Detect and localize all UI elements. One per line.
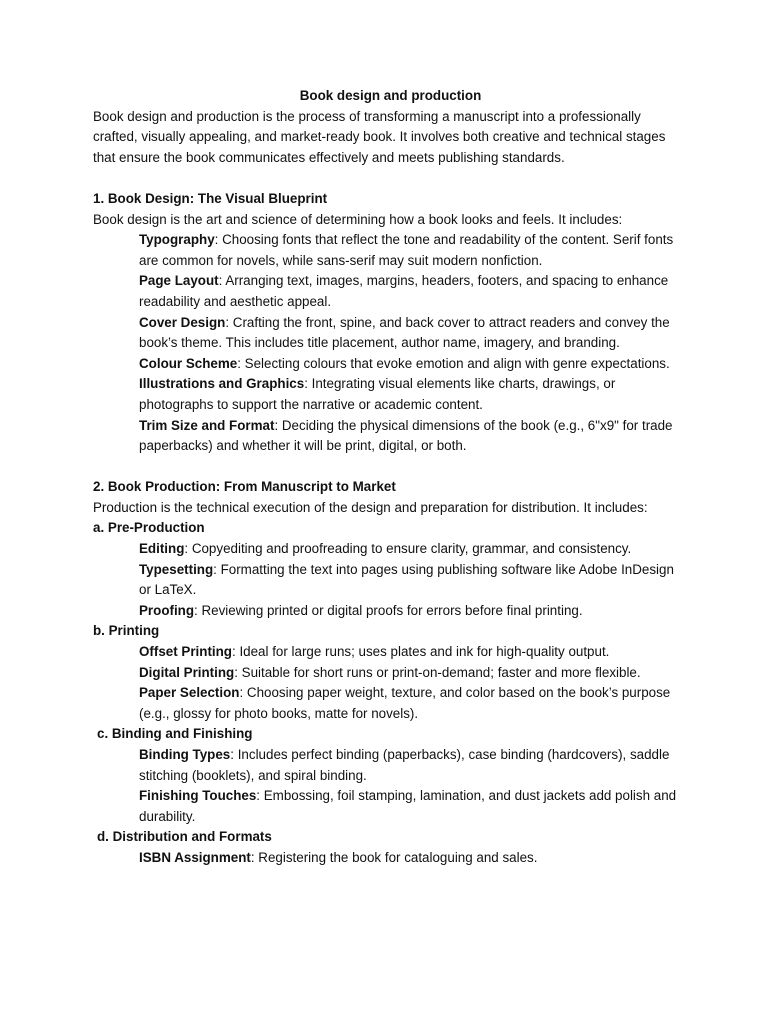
- list-item: [93, 786, 688, 827]
- subsection-heading: c. Binding and Finishing: [97, 726, 253, 742]
- item-term: Binding Types: [139, 747, 231, 762]
- item-term: Page Layout: [139, 273, 219, 289]
- list-item: [93, 539, 688, 560]
- list-item: [93, 354, 688, 375]
- item-term: Cover Design: [139, 314, 226, 330]
- item-text: : Arranging text, images, margins, headers, footers, and spacing to enhance readability and aesthetic appeal.: [139, 273, 669, 309]
- list-item: [93, 642, 688, 663]
- section-2-lead: Production is the technical execution of the design and preparation for distribution. It includes:: [93, 499, 648, 515]
- list-item: [93, 663, 688, 684]
- item-term: Colour Scheme: [139, 355, 238, 371]
- item-text: : Crafting the front, spine, and back cover to attract readers and convey the book’s theme. This includes title placement, author name, imagery, and branding.: [139, 314, 670, 351]
- item-term: Offset Printing: [139, 644, 232, 660]
- spacer: [93, 168, 688, 189]
- item-term: Proofing: [139, 602, 195, 618]
- item-term: Editing: [139, 541, 185, 557]
- item-term: Finishing Touches: [139, 788, 257, 804]
- item-text: : Suitable for short runs or print-on-demand; faster and more flexible.: [234, 664, 641, 680]
- intro-paragraph: Book design and production is the process of transforming a manuscript into a professionally crafted, visually appealing, and market-ready book. It involves both creative and technical stages that ensure the book communicates effectively and meets publishing standards.: [93, 108, 666, 165]
- item-text: : Selecting colours that evoke emotion and align with genre expectations.: [237, 355, 670, 371]
- item-text: : Choosing paper weight, texture, and color based on the book’s purpose (e.g., glossy for photo books, matte for novels).: [139, 685, 671, 721]
- list-item: [93, 230, 688, 271]
- item-term: Illustrations and Graphics: [139, 376, 305, 392]
- list-item: [93, 374, 688, 415]
- item-text: : Includes perfect binding (paperbacks), case binding (hardcovers), saddle stitching (booklets), and spiral binding.: [139, 747, 670, 783]
- list-item: [93, 848, 688, 869]
- item-text: : Ideal for large runs; uses plates and ink for high-quality output.: [232, 644, 610, 660]
- section-1-lead: Book design is the art and science of determining how a book looks and feels. It includes:: [93, 211, 623, 227]
- item-text: : Embossing, foil stamping, lamination, and dust jackets add polish and durability.: [139, 788, 677, 824]
- list-item: [93, 271, 688, 312]
- item-text: : Choosing fonts that reflect the tone and readability of the content. Serif fonts are common for novels, while sans-serif may suit modern nonfiction.: [139, 232, 674, 268]
- list-item: [93, 313, 688, 354]
- subsection-heading: d. Distribution and Formats: [97, 829, 272, 845]
- list-item: [93, 601, 688, 622]
- document-title: Book design and production: [299, 88, 482, 103]
- item-term: Trim Size and Format: [139, 417, 275, 433]
- item-text: : Registering the book for cataloguing and sales.: [250, 849, 538, 865]
- item-term: ISBN Assignment: [139, 849, 251, 865]
- list-item: [93, 683, 688, 724]
- item-text: : Copyediting and proofreading to ensure clarity, grammar, and consistency.: [184, 541, 632, 557]
- item-text: : Reviewing printed or digital proofs for errors before final printing.: [194, 602, 583, 618]
- item-term: Paper Selection: [139, 685, 240, 701]
- list-item: [93, 560, 688, 601]
- item-term: Typography: [139, 232, 215, 248]
- item-term: Typesetting: [139, 561, 214, 577]
- list-item: [93, 416, 688, 457]
- section-1-heading: 1. Book Design: The Visual Blueprint: [93, 190, 328, 206]
- subsection-heading: b. Printing: [93, 623, 160, 639]
- section-2-heading: 2. Book Production: From Manuscript to Market: [93, 479, 396, 495]
- item-text: : Deciding the physical dimensions of the book (e.g., 6"x9" for trade paperbacks) and whether it will be print, digital, or both.: [139, 417, 673, 454]
- subsection-heading: a. Pre-Production: [93, 520, 205, 536]
- item-text: : Integrating visual elements like charts, drawings, or photographs to support the narrative or academic content.: [139, 376, 616, 412]
- spacer: [93, 457, 688, 478]
- item-term: Digital Printing: [139, 664, 235, 680]
- list-item: [93, 745, 688, 786]
- item-text: : Formatting the text into pages using publishing software like Adobe InDesign or LaTeX.: [139, 561, 674, 598]
